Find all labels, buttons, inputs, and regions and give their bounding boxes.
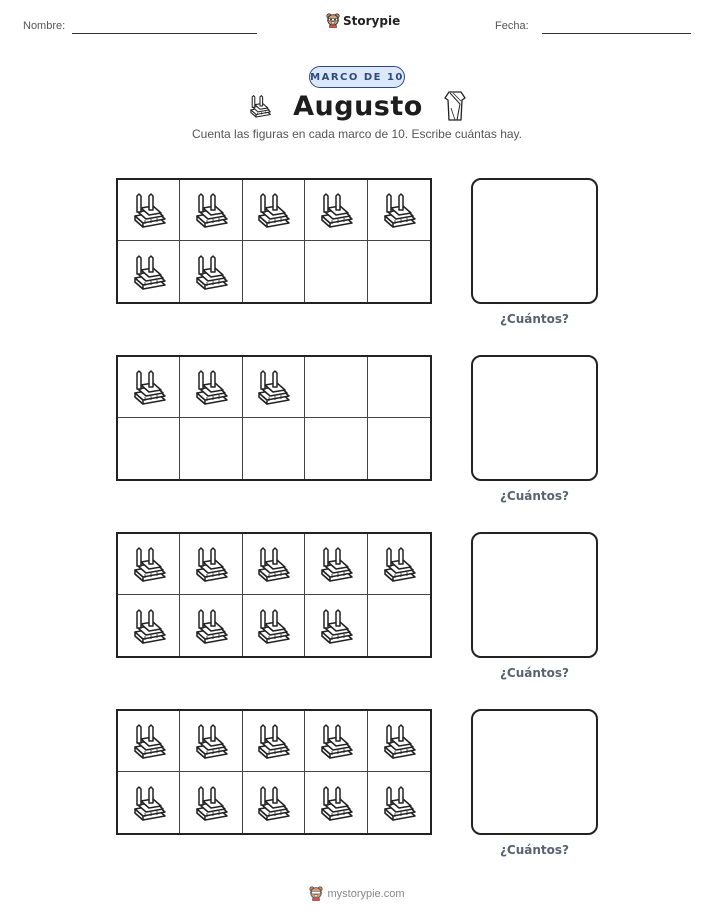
stair-icon bbox=[191, 544, 231, 584]
name-label: Nombre: bbox=[23, 20, 66, 32]
stair-icon bbox=[191, 367, 231, 407]
stair-icon bbox=[129, 367, 169, 407]
how-many-label: ¿Cuántos? bbox=[499, 312, 570, 326]
name-line bbox=[72, 33, 257, 34]
ten-frame bbox=[116, 709, 432, 835]
ten-frame-cell bbox=[180, 180, 242, 241]
ten-frame-cell bbox=[243, 241, 305, 302]
stair-icon bbox=[379, 190, 419, 230]
stair-icon bbox=[316, 783, 356, 823]
stair-icon bbox=[379, 783, 419, 823]
ten-frame-cell bbox=[305, 711, 367, 772]
ten-frame-cell bbox=[305, 595, 367, 656]
ten-frame-cell bbox=[243, 180, 305, 241]
stair-icon bbox=[191, 783, 231, 823]
brand-name: Storypie bbox=[343, 13, 401, 28]
answer-box[interactable] bbox=[471, 532, 598, 658]
brand-logo bbox=[326, 13, 400, 28]
ten-frame-cell bbox=[243, 595, 305, 656]
ten-frame-cell bbox=[368, 772, 430, 833]
title-row bbox=[0, 90, 714, 122]
stair-icon bbox=[191, 606, 231, 646]
how-many-label: ¿Cuántos? bbox=[499, 489, 570, 503]
ten-frame-cell bbox=[118, 180, 180, 241]
ten-frame-cell bbox=[180, 357, 242, 418]
ten-frame-cell bbox=[368, 711, 430, 772]
bear-mascot-icon bbox=[326, 13, 340, 28]
stair-icon bbox=[253, 606, 293, 646]
ten-frame bbox=[116, 532, 432, 658]
footer-site: mystorypie.com bbox=[327, 887, 405, 900]
ten-frame-cell bbox=[180, 595, 242, 656]
ten-frame-cell bbox=[305, 418, 367, 479]
stair-icon bbox=[129, 544, 169, 584]
stair-icon bbox=[129, 783, 169, 823]
ten-frame-cell bbox=[180, 711, 242, 772]
answer-box[interactable] bbox=[471, 709, 598, 835]
stair-icon bbox=[191, 190, 231, 230]
toga-icon bbox=[443, 90, 467, 122]
ten-frame-cell bbox=[180, 772, 242, 833]
stair-icon bbox=[129, 252, 169, 292]
answer-box[interactable] bbox=[471, 178, 598, 304]
ten-frame-cell bbox=[243, 772, 305, 833]
stair-icon bbox=[253, 367, 293, 407]
stair-icon bbox=[129, 606, 169, 646]
ten-frame-cell bbox=[118, 711, 180, 772]
stair-icon bbox=[253, 190, 293, 230]
bear-mascot-icon bbox=[309, 886, 323, 901]
footer bbox=[0, 886, 714, 901]
ten-frame-cell bbox=[180, 418, 242, 479]
stair-icon bbox=[129, 721, 169, 761]
ten-frame-cell bbox=[180, 534, 242, 595]
stair-icon bbox=[253, 721, 293, 761]
stair-icon bbox=[316, 721, 356, 761]
ten-frame-cell bbox=[118, 241, 180, 302]
ten-frame-cell bbox=[305, 534, 367, 595]
ten-frame bbox=[116, 178, 432, 304]
ten-frame-cell bbox=[243, 418, 305, 479]
stair-icon bbox=[316, 190, 356, 230]
ten-frame-cell bbox=[368, 180, 430, 241]
ten-frame-cell bbox=[305, 180, 367, 241]
stair-icon bbox=[129, 190, 169, 230]
stair-icon bbox=[253, 783, 293, 823]
page-title: Augusto bbox=[293, 90, 423, 122]
ten-frame-cell bbox=[118, 418, 180, 479]
stair-icon bbox=[316, 544, 356, 584]
ten-frame-cell bbox=[368, 595, 430, 656]
ten-frame-cell bbox=[368, 357, 430, 418]
ten-frame-cell bbox=[118, 357, 180, 418]
stair-icon bbox=[191, 252, 231, 292]
ten-frame bbox=[116, 355, 432, 481]
stair-icon bbox=[379, 544, 419, 584]
ten-frame-cell bbox=[243, 357, 305, 418]
instructions: Cuenta las figuras en cada marco de 10. Escribe cuántas hay. bbox=[192, 127, 522, 141]
ten-frame-cell bbox=[368, 241, 430, 302]
stair-icon bbox=[191, 721, 231, 761]
ten-frame-cell bbox=[243, 534, 305, 595]
ten-frame-cell bbox=[305, 241, 367, 302]
stair-icon bbox=[316, 606, 356, 646]
ten-frame-cell bbox=[368, 418, 430, 479]
ten-frame-cell bbox=[305, 772, 367, 833]
ten-frame-cell bbox=[118, 772, 180, 833]
how-many-label: ¿Cuántos? bbox=[499, 666, 570, 680]
ten-frame-cell bbox=[305, 357, 367, 418]
ten-frame-cell bbox=[118, 534, 180, 595]
how-many-label: ¿Cuántos? bbox=[499, 843, 570, 857]
ten-frame-cell bbox=[118, 595, 180, 656]
ten-frame-cell bbox=[368, 534, 430, 595]
date-line bbox=[542, 33, 691, 34]
ten-frame-cell bbox=[243, 711, 305, 772]
worksheet-badge: MARCO DE 10 bbox=[309, 66, 405, 88]
date-label: Fecha: bbox=[495, 20, 529, 32]
answer-box[interactable] bbox=[471, 355, 598, 481]
stair-icon bbox=[253, 544, 293, 584]
ten-frame-cell bbox=[180, 241, 242, 302]
stair-icon bbox=[379, 721, 419, 761]
stair-icon bbox=[247, 93, 273, 119]
